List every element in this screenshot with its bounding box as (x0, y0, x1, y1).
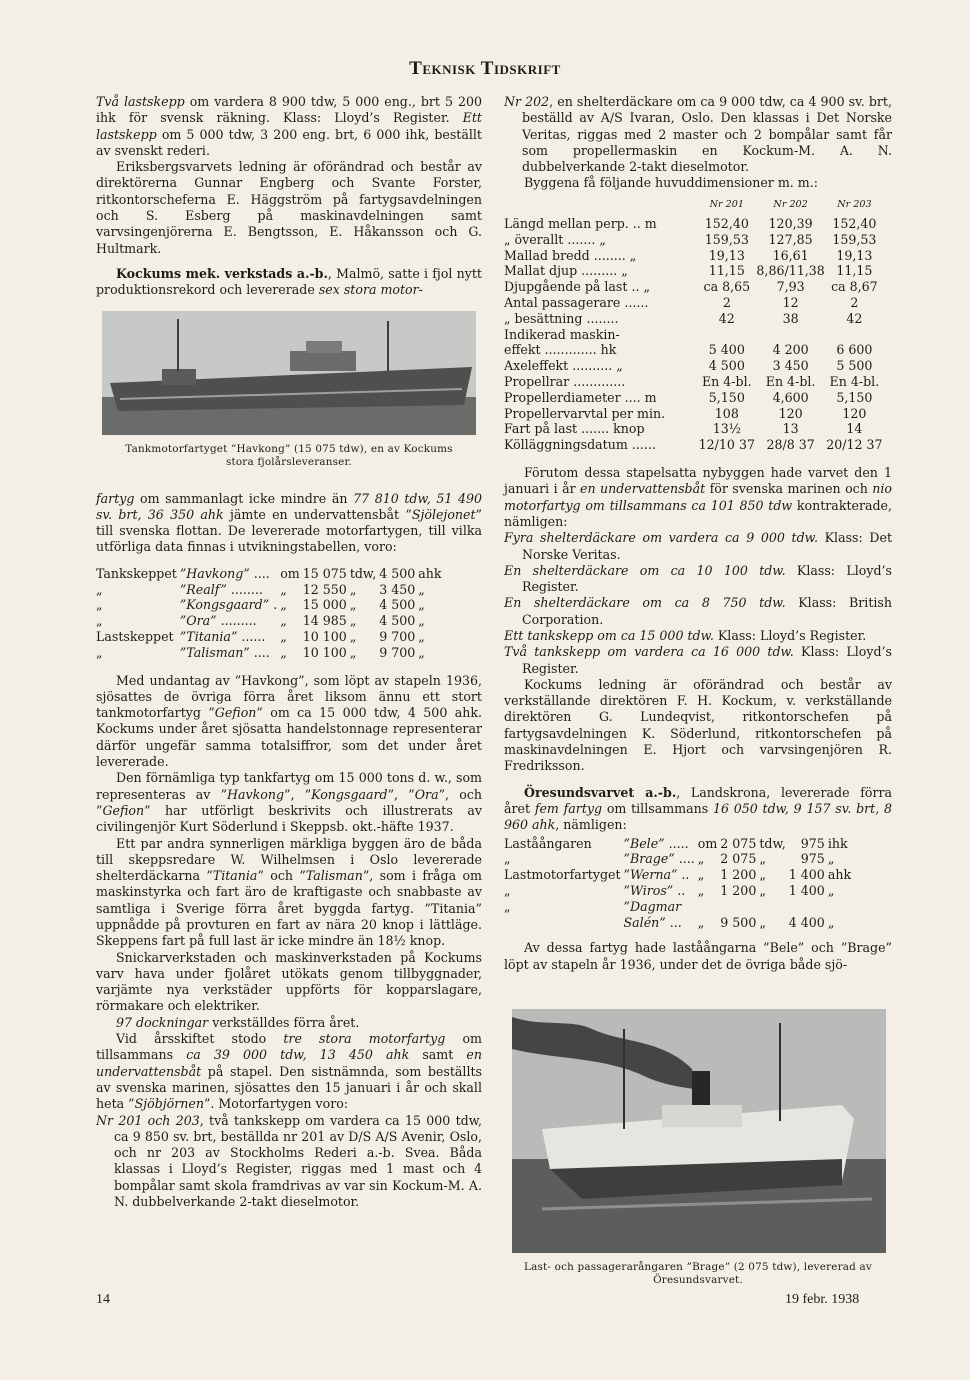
dimension-value (697, 327, 756, 343)
ship-ihk: 1 400 (788, 867, 825, 883)
dimension-label: „ överallt ....... „ (504, 231, 606, 247)
ship-om: „ (697, 914, 705, 930)
ship-unit: „ (418, 613, 425, 629)
ship-tdw: 9 500 (720, 914, 757, 930)
ship-type: Lastmotorfartyget (504, 867, 621, 883)
ship-unit: ihk (827, 835, 848, 851)
dims-head-202: Nr 202 (773, 198, 808, 210)
ship-unit: tdw, (759, 835, 786, 851)
italic-run: en undervattensbåt (580, 481, 706, 497)
ship-om: „ (280, 644, 287, 660)
dimension-value: En 4-bl. (829, 374, 880, 390)
dimension-value: 11,15 (708, 263, 745, 279)
ship-type: Lastskeppet (96, 628, 174, 644)
dimension-value: 28/8 37 (766, 437, 815, 453)
dimension-value: 3 450 (772, 358, 809, 374)
ship-unit: „ (349, 644, 357, 660)
ship-om: „ (280, 581, 287, 597)
brage-photo (512, 1009, 886, 1253)
dimension-row (504, 311, 884, 327)
ship-om: „ (280, 628, 287, 644)
ship-unit (759, 899, 788, 915)
ship-name: ”Talisman” .... (179, 644, 270, 660)
italic-run: Fyra shelterdäckare om vardera ca 9 000 tdw. (504, 530, 818, 546)
ship-unit: ahk (418, 565, 442, 581)
dimension-value: ca 8,65 (703, 279, 751, 295)
order-item (504, 530, 892, 563)
dimension-value: 127,85 (768, 231, 813, 247)
ship-name: ”Havkong” .... (179, 565, 270, 581)
dimension-label: Propellrar ............. (504, 374, 626, 390)
dimension-row (504, 232, 884, 248)
steamship-illustration (512, 1009, 886, 1253)
dimension-label: Propellerdiameter .... m (504, 389, 657, 405)
dimension-value: 5 500 (836, 358, 873, 374)
italic-run: Gefion (102, 802, 145, 818)
italic-run: En shelterdäckare om ca 8 750 tdw. (504, 595, 786, 611)
page-number: 14 (96, 1292, 110, 1307)
dimension-value: 6 600 (836, 342, 873, 358)
dimension-value: 38 (782, 310, 799, 326)
ship-type (504, 915, 624, 931)
italic-run: nio motorfartyg om tillsammans ca 101 850 tdw (504, 481, 892, 513)
text-run: Klass: Det Norske Veritas. (522, 530, 893, 562)
oresund-ship-table (504, 836, 854, 931)
dimension-row (504, 295, 884, 311)
ship-row (96, 582, 445, 598)
oresund-ship-row (504, 883, 854, 899)
italic-run: Ett lastskepp (96, 110, 482, 142)
text-run: ”, och ” (96, 786, 482, 818)
ship-type: „ (504, 882, 511, 898)
ship-ahk: 9 700 (379, 628, 416, 644)
ship-unit: „ (827, 914, 835, 930)
dimension-row (504, 406, 884, 422)
dimension-value (825, 327, 884, 343)
ship-tdw (720, 899, 759, 915)
italic-run: 16 050 tdw, 9 157 sv. brt, 8 960 ahk (504, 800, 892, 833)
dimension-label: Kölläggningsdatum ...... (504, 437, 656, 453)
ship-name: ”Dagmar (623, 898, 682, 914)
dimension-value: 13 (782, 421, 799, 437)
ship-row (96, 597, 445, 613)
dimension-value: 4 200 (772, 342, 809, 358)
ship-name: ”Bele” ..... (623, 835, 689, 851)
dimension-label: effekt ............. hk (504, 342, 617, 358)
dimension-value: 5,150 (836, 389, 873, 405)
dimension-value: 5 400 (708, 342, 745, 358)
right-paragraph-2: Byggena få följande huvuddimensioner m. m.: (524, 175, 818, 191)
italic-run: Havkong (227, 786, 285, 802)
bold-run: Kockums mek. verkstads a.-b. (116, 265, 328, 281)
ship-row (96, 566, 445, 582)
ship-om: „ (697, 851, 705, 867)
text-run: Den förnämliga typ tankfartyg om 15 000 tons d. w., som representeras av ” (96, 770, 482, 802)
dimension-row (504, 358, 884, 374)
text-run: ” om ca 15 000 tdw, 4 500 ahk. Kockums under året sjösatta handelstonnage representerar därför ungefär samma totalsiffror, som det under året levererade. (96, 705, 482, 770)
dimension-row (504, 263, 884, 279)
text-run: samt (409, 1047, 467, 1063)
dimension-value: 120 (778, 405, 803, 421)
ship-tdw: 10 100 (302, 628, 347, 644)
text-run: ”, som i fråga om maskinstyrka och fart äro de kraftigaste och snabbaste av samtliga i Sverige förra året byggda fartyg. ”Titania” uppnådde på provturen en fart av nära 20 knop i lättläge. Skeppens fart på full last är icke mindre än 18½ knop. (96, 868, 482, 949)
ship-type: Laståångaren (504, 835, 592, 851)
ship-type: „ (96, 644, 103, 660)
dimension-row (504, 421, 884, 437)
text-run: jämte en undervattensbåt ” (223, 506, 412, 522)
text-run: , nämligen: (555, 817, 627, 833)
ship-unit: tdw, (349, 565, 377, 581)
ship-tdw: 15 075 (302, 565, 347, 581)
dimension-value: En 4-bl. (765, 374, 816, 390)
text-run: kontrakterade, nämligen: (504, 497, 893, 529)
ship-name: ”Brage” .... (623, 851, 695, 867)
dimension-value: 159,53 (704, 231, 749, 247)
left-paragraph-8: Snickarverkstaden och maskinverkstaden på Kockums varv hava under fjolåret utökats genom tillbyggnader, varjämte nya verkstäder uppförts för kopparslagare, rörmakare och elektriker. (96, 949, 482, 1014)
ship-om: „ (280, 597, 287, 613)
dimension-row (504, 327, 884, 343)
ship-om: om (280, 565, 300, 581)
italic-run: tre stora motorfartyg (283, 1031, 446, 1047)
italic-run: En shelterdäckare om ca 10 100 tdw. (504, 562, 786, 578)
ship-om: „ (280, 613, 287, 629)
ship-unit (828, 899, 854, 915)
orders-list (504, 530, 892, 677)
ship-name: ”Kongsgaard” . (179, 597, 278, 613)
ship-name: ”Ora” ......... (179, 613, 257, 629)
dimension-value: 20/12 37 (826, 437, 883, 453)
dimension-value: 19,13 (836, 247, 873, 263)
text-run: Klass: Lloyd’s Register. (522, 644, 892, 676)
dimension-value: 12 (782, 295, 799, 311)
ship-unit: „ (349, 613, 357, 629)
italic-run: Ett tankskepp om ca 15 000 tdw. (504, 628, 714, 643)
italic-run: 97 dockningar (116, 1014, 209, 1030)
ship-name: ”Realf” ........ (179, 581, 263, 597)
dims-head-201: Nr 201 (709, 198, 744, 210)
left-paragraph-7 (96, 836, 482, 950)
dimension-label: Mallad bredd ........ „ (504, 247, 637, 263)
text-run: om tillsammans (96, 1031, 483, 1063)
oresund-ship-row (504, 915, 854, 931)
right-paragraph-3 (504, 465, 892, 530)
italic-run: Gefion (214, 705, 257, 721)
ship-name: Salén” ... (623, 914, 682, 930)
oresund-ship-row (504, 836, 854, 852)
ship-ahk: 4 500 (379, 613, 416, 629)
left-paragraph-5 (96, 673, 482, 771)
dimension-row (504, 279, 884, 295)
text-run: , två tankskepp om vardera ca 15 000 tdw, ca 9 850 sv. brt, beställda nr 201 av D/S A/S Avenir, Oslo, och nr 203 av Stockholms Rederi a.-b. Svea. Båda klassas i Lloyd’s Register, riggas med 1 mast och 4 bompålar samt skola framdrivas av var sin Kockum-M. A. N. dubbelverkande 2-takt dieselmotor. (114, 1112, 482, 1210)
right-paragraph-4: Kockums ledning är oförändrad och består av verkställande direktören F. H. Kockum, v. verkställande direktören G. Lundeqvist, ritkontorschefen på fartygsavdelningen K. Söderlund, ritkontorschefen på maskinavdelningen E. Hjort och varvsingenjören R. Fredriksson. (504, 676, 892, 774)
dimension-row (504, 390, 884, 406)
text-run: om tillsammans (602, 800, 713, 816)
dimension-value: ca 8,67 (831, 279, 878, 295)
left-paragraph-2: Eriksbergsvarvets ledning är oförändrad och består av direktörerna Gunnar Engberg och Svante Forster, ritkontorscheferna E. Häggström på fartygsavdelningen och S. Esberg på maskinavdelningen samt varvsingenjörerna E. Bengtsson, E. Håkansson och G. Hultmark. (96, 159, 482, 256)
ship-unit: „ (418, 597, 425, 613)
text-run: för svenska marinen och (705, 481, 873, 497)
ship-unit: „ (759, 914, 766, 930)
dimension-value: 4 500 (708, 358, 745, 374)
issue-date: 19 febr. 1938 (785, 1292, 860, 1307)
italic-run: Två lastskepp (96, 94, 185, 109)
left-paragraph-6 (96, 770, 482, 835)
left-paragraph-11 (96, 1113, 482, 1211)
ship-tdw: 1 200 (720, 867, 757, 883)
ship-ahk: 3 450 (379, 581, 416, 597)
brage-photo-caption: Last- och passagerarångaren ”Brage” (2 075 tdw), levererad av Öresundsvarvet. (524, 1260, 872, 1286)
ship-om: „ (697, 882, 705, 898)
ship-tdw: 2 075 (720, 851, 757, 867)
ship-type: „ (96, 613, 103, 629)
order-item (504, 644, 892, 677)
dimension-value: 8,86/11,38 (756, 263, 825, 279)
ship-type: „ (504, 851, 511, 867)
dimensions-table (504, 196, 884, 453)
order-item (504, 563, 892, 596)
ship-tdw: 15 000 (302, 597, 347, 613)
dimension-value: 7,93 (776, 279, 805, 295)
text-run: Vid årsskiftet stodo (116, 1031, 284, 1047)
order-item (504, 628, 892, 644)
ship-tdw: 12 550 (302, 581, 347, 597)
ship-type: „ (96, 581, 103, 597)
oresund-ship-row (504, 899, 854, 915)
dimension-value: 2 (722, 295, 731, 311)
ship-type: „ (504, 898, 511, 914)
text-run: , Landskrona, levererade förra året (504, 784, 893, 816)
ship-tdw: 14 985 (302, 613, 347, 629)
dimension-value: 152,40 (704, 216, 749, 232)
ship-unit: „ (827, 882, 835, 898)
dimension-label: Antal passagerare ...... (504, 295, 649, 311)
ship-row (96, 645, 445, 661)
masthead: Teknisk Tidskrift (409, 58, 561, 79)
ship-unit: „ (418, 644, 425, 660)
text-run: på stapel. Den sistnämnda, som beställts av svenska marinen, sjösattes den 15 januari i år och skall heta ” (96, 1063, 482, 1112)
oresund-ship-row (504, 867, 854, 883)
right-paragraph-1 (504, 94, 892, 175)
dimension-label: „ besättning ........ (504, 310, 619, 326)
ship-ihk: 975 (800, 851, 825, 867)
ship-unit: „ (759, 867, 766, 883)
dimension-value: 11,15 (836, 263, 873, 279)
left-paragraph-9 (96, 1015, 482, 1031)
dimension-value: 120,39 (768, 216, 813, 232)
dimension-row (504, 248, 884, 264)
text-run: om vardera 8 900 tdw, 5 000 eng., brt 5 200 ihk för svensk räkning. Klass: Lloyd’s Register. (96, 94, 482, 126)
italic-run: Sjöbjörnen (134, 1096, 204, 1112)
text-run: ” har utförligt beskrivits och illustrerats av civilingenjör Kurt Söderlund i Skeppsb. okt.-häfte 1937. (96, 802, 482, 835)
text-run: verkställdes förra året. (208, 1014, 360, 1030)
dimension-value: 19,13 (708, 247, 745, 263)
dimension-label: Djupgående på last .. „ (504, 279, 650, 295)
italic-run: fartyg (96, 490, 135, 506)
ship-unit: „ (349, 628, 357, 644)
dimension-row (504, 342, 884, 358)
ship-ihk: 4 400 (788, 914, 825, 930)
dimension-value: 13½ (712, 421, 741, 437)
ship-ihk (789, 899, 828, 915)
ship-om: „ (697, 867, 705, 883)
left-paragraph-4 (96, 491, 482, 556)
italic-run: ca 39 000 tdw, 13 450 ahk (186, 1047, 410, 1063)
oresund-ship-row (504, 851, 854, 867)
dimension-label: Indikerad maskin- (504, 326, 620, 342)
ship-ahk: 9 700 (379, 644, 416, 660)
text-run: ”, ” (284, 786, 312, 802)
text-run: ”, ” (387, 786, 415, 802)
ship-ihk: 975 (800, 835, 825, 851)
ship-name: ”Wiros” .. (623, 882, 686, 898)
dimension-row (504, 437, 884, 453)
text-run: om 5 000 tdw, 3 200 eng. brt, 6 000 ihk, beställt av svenskt rederi. (96, 126, 482, 158)
dimension-value: 159,53 (832, 231, 877, 247)
italic-run: sex stora motor- (318, 282, 423, 298)
ship-unit: „ (349, 581, 357, 597)
dimension-row (504, 216, 884, 232)
havkong-photo-caption: Tankmotorfartyget ”Havkong” (15 075 tdw), en av Kockums stora fjolårsleveranser. (125, 442, 453, 468)
ship-ahk: 4 500 (379, 597, 416, 613)
dimension-value: 108 (714, 405, 739, 421)
ship-name: ”Titania” ...... (179, 628, 266, 644)
dimension-value: 4,600 (772, 389, 809, 405)
dims-head-203: Nr 203 (837, 198, 872, 210)
ship-unit: „ (827, 851, 835, 867)
ship-ihk: 1 400 (788, 882, 825, 898)
text-run: ” till svenska flottan. De levererade motorfartygen, till vilka utförliga data finnas i utvikningstabellen, voro: (96, 506, 482, 555)
dimension-value: 152,40 (832, 216, 877, 232)
text-run: ”. Motorfartygen voro: (203, 1096, 349, 1112)
dimension-label: Fart på last ....... knop (504, 421, 645, 437)
right-column (504, 94, 892, 1287)
text-run: Med undantag av ”Havkong”, som löpt av stapeln 1936, sjösattes de övriga förra året liksom ännu ett stort tankmotorfartyg ” (96, 672, 482, 721)
text-run: om sammanlagt icke mindre än (134, 490, 354, 506)
text-run: Förutom dessa stapelsatta nybyggen hade varvet den 1 januari i år (504, 465, 892, 497)
ship-row (96, 629, 445, 645)
ship-ahk: 4 500 (379, 565, 416, 581)
ship-row (96, 613, 445, 629)
dimension-value: 12/10 37 (698, 437, 755, 453)
text-run: Klass: Lloyd’s Register. (522, 562, 892, 595)
dimension-label: Propellervarvtal per min. (504, 405, 666, 421)
ship-unit: ahk (827, 867, 852, 883)
italic-run: Ora (414, 786, 439, 802)
text-run: , en shelterdäckare om ca 9 000 tdw, ca 4 900 sv. brt, beställd av A/S Ivaran, Oslo. Den klassas i Det Norske Veritas, riggas med 2 master och 2 bompålar samt får som propellermaskin en Kockum-M. A. N. dubbelverkande 2-takt dieselmotor. (522, 94, 892, 175)
havkong-photo (102, 311, 476, 435)
left-paragraph-10 (96, 1031, 482, 1112)
ship-om (698, 899, 721, 915)
left-paragraph-3 (96, 266, 482, 299)
tanker-ship-illustration (102, 311, 476, 435)
italic-run: en undervattensbåt (96, 1047, 482, 1079)
italic-run: Sjölejonet (411, 506, 476, 522)
dimension-value (756, 327, 824, 343)
ship-type: „ (96, 597, 103, 613)
dimension-label: Längd mellan perp. .. m (504, 216, 657, 232)
dimension-row (504, 374, 884, 390)
ship-tdw: 10 100 (302, 644, 347, 660)
dimension-value: 42 (718, 310, 735, 326)
italic-run: Nr 201 och 203 (96, 1112, 200, 1128)
text-run: , Malmö, satte i fjol nytt produktionsrekord och levererade (96, 265, 482, 298)
text-run: Klass: Lloyd’s Register. (713, 628, 867, 643)
left-column (96, 94, 482, 1210)
text-run: ” och ” (257, 868, 306, 884)
text-run: Klass: British Corporation. (522, 595, 892, 627)
italic-run: 77 810 tdw, 51 490 sv. brt, 36 350 ahk (96, 490, 482, 522)
ship-name: ”Werna” .. (623, 867, 690, 883)
left-paragraph-1 (96, 94, 482, 159)
bold-run: Öresundsvarvet a.-b. (524, 784, 677, 800)
dimension-label: Axeleffekt .......... „ (504, 358, 623, 374)
italic-run: Talisman (305, 868, 363, 884)
text-run: Ett par andra synnerligen märkliga byggen äro de båda till skeppsredare W. Wilhelmsen i Oslo levererade shelterdäckarna ” (96, 835, 482, 884)
ship-tdw: 1 200 (720, 882, 757, 898)
dimension-value: 5,150 (708, 389, 745, 405)
ship-unit: „ (418, 581, 425, 597)
dimension-value: 2 (850, 295, 859, 311)
ship-unit: „ (759, 882, 766, 898)
italic-run: fem fartyg (534, 800, 603, 816)
ship-om: om (697, 835, 718, 851)
ship-unit: „ (349, 597, 357, 613)
kockums-ship-table (96, 566, 445, 661)
order-item (504, 595, 892, 628)
dimension-value: 16,61 (772, 247, 809, 263)
dimension-value: En 4-bl. (701, 374, 752, 390)
ship-tdw: 2 075 (720, 835, 757, 851)
right-paragraph-5 (504, 785, 892, 834)
italic-run: Titania (212, 868, 258, 884)
italic-run: Nr 202 (504, 94, 550, 109)
ship-unit: „ (418, 628, 425, 644)
dimension-value: 42 (846, 310, 863, 326)
italic-run: Kongsgaard (311, 786, 388, 802)
right-paragraph-6: Av dessa fartyg hade laståångarna ”Bele” och ”Brage” löpt av stapeln år 1936, under det de övriga både sjö- (504, 940, 892, 972)
italic-run: Två tankskepp om vardera ca 16 000 tdw. (504, 644, 794, 660)
ship-unit: „ (759, 851, 766, 867)
ship-type: Tankskeppet (96, 565, 177, 581)
dimension-value: 120 (842, 405, 867, 421)
dimension-value: 14 (846, 421, 863, 437)
dimension-label: Mallat djup ......... „ (504, 263, 628, 279)
